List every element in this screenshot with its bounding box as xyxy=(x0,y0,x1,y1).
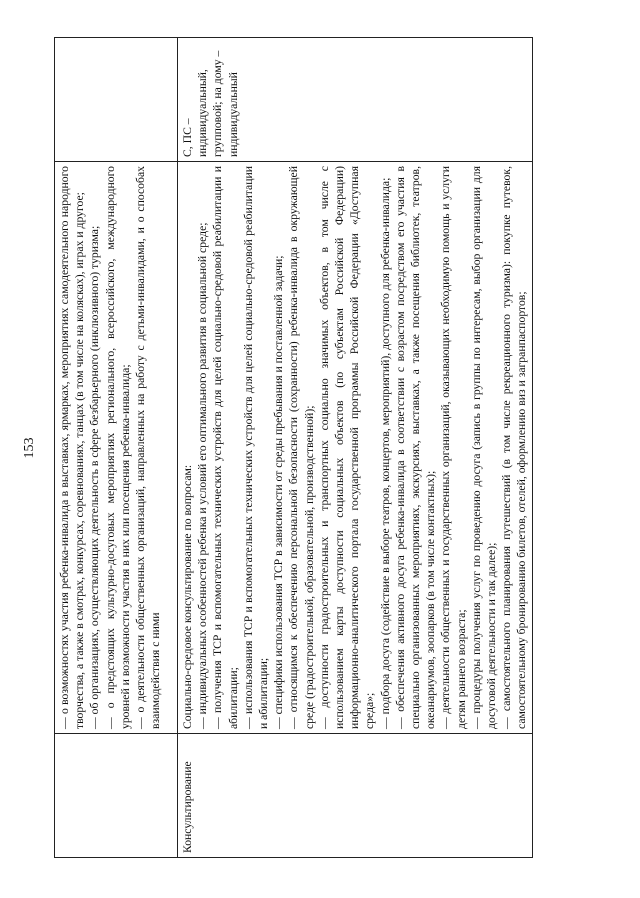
list-item: — индивидуальных особенностей ребенка и условий его оптимального развития в социальной среде; xyxy=(196,222,210,729)
list-item: — самостоятельного планирования путешествий (в том числе рекреационного туризма): покупке путевок, самостоятельному бронированию билетов, отелей, оформлению виз и загранпаспортов; xyxy=(500,166,529,729)
list-item: — о предстоящих культурно-досуговых мероприятиях регионального, всероссийского, международного уровней и возможности участия в них или посещения ребенка-инвалида; xyxy=(103,166,132,729)
list-item: — о деятельности общественных организаций, направленных на работу с детьми-инвалидами, и о способах взаимодействия с ними xyxy=(134,166,163,729)
list-item: — о возможностях участия ребенка-инвалида в выставках, ярмарках, мероприятиях самодеятельного народного творчества, а также в смотрах, конкурсах, соревнованиях, танцах (в том числе на колясках), играх и другое; xyxy=(58,166,87,729)
consult-list-cell xyxy=(178,162,533,734)
services-table xyxy=(54,37,533,858)
table-row xyxy=(178,38,533,858)
list-intro: Социально-средовое консультирование по вопросам: xyxy=(181,464,194,729)
list-item: — подбора досуга (содействие в выборе театров, концертов, мероприятий), доступного для ребенка-инвалида; xyxy=(378,177,392,729)
table-cell-empty xyxy=(55,734,178,858)
list-item: — деятельности общественных и государственных организаций, оказывающих необходимую помощь и услуги детям раннего возраста; xyxy=(439,166,468,729)
list-item: — использования ТСР и вспомогательных технических устройств для целей социально-средовой реабилитации и абилитации; xyxy=(241,166,271,729)
continued-list-cell xyxy=(55,162,178,734)
service-title: Консультирование xyxy=(178,734,533,858)
table-cell-empty xyxy=(55,38,178,162)
list-item: — доступности градостроительных и транспортных социально значимых объектов, в том числе с использованием карты доступности социальных объектов (по субъектам Российской Федерации) информационно-аналитического портала государственной программы Российской Федерации «Доступная среда»; xyxy=(317,166,377,729)
list-item: — процедуры получения услуг по проведению досуга (запись в группы по интересам, выбор организации для досуговой деятельности и так далее); xyxy=(469,166,499,729)
page-number: 153 xyxy=(22,437,37,459)
list-item: — об организациях, осуществляющих деятельность в сфере безбарьерного (инклюзивного) туризма; xyxy=(88,225,102,729)
list-item: — специфики использования ТСР в зависимости от среды пребывания и поставленной задачи; xyxy=(272,255,286,729)
list-item: — относящимся к обеспечению персональной безопасности (сохранности) ребенка-инвалида в окружающей среде (градостроительной, образовательной, производственной); xyxy=(287,166,316,729)
list-item: — обеспечения активного досуга ребенка-инвалида в соответствии с возрастом посредством его участия в специально организованных мероприятиях, экскурсиях, выставках, а также посещения библиотек, театров, океанариумов, зоопарков (в том числе контактных); xyxy=(393,166,438,729)
list-item: — получения ТСР и вспомогательных технических устройств для целей социально-средовой реабилитации и абилитации; xyxy=(211,166,240,729)
service-forms: С, ПС – индивидуальный, групповой; на дому – индивидуальный xyxy=(178,38,533,162)
document-page xyxy=(20,18,620,878)
table-row xyxy=(55,38,178,858)
